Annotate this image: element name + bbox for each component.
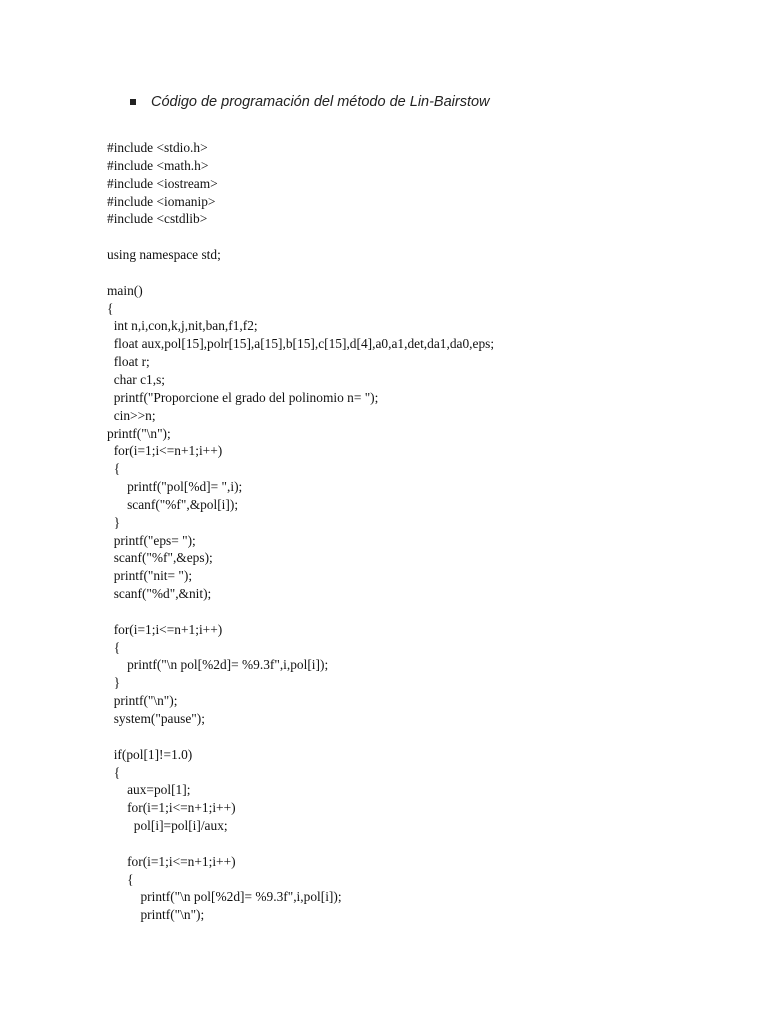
code-line: [107, 228, 667, 246]
code-line: #include <iomanip>: [107, 193, 216, 209]
code-line: scanf("%d",&nit);: [107, 586, 212, 602]
code-line: {: [107, 461, 121, 477]
code-line: #include <stdio.h>: [107, 140, 208, 155]
code-line: [107, 728, 667, 746]
code-line: aux=pol[1];: [107, 782, 191, 798]
code-line: for(i=1;i<=n+1;i++): [107, 443, 223, 459]
code-line: for(i=1;i<=n+1;i++): [107, 853, 236, 869]
code-line: if(pol[1]!=1.0): [107, 746, 193, 762]
code-line: printf("nit= ");: [107, 568, 193, 584]
code-line: int n,i,con,k,j,nit,ban,f1,f2;: [107, 318, 258, 334]
code-line: [107, 835, 667, 853]
code-line: [107, 603, 667, 621]
code-line: [107, 264, 667, 282]
code-line: scanf("%f",&pol[i]);: [107, 496, 239, 512]
code-line: printf("Proporcione el grado del polinomio n= ");: [107, 389, 379, 405]
code-line: #include <cstdlib>: [107, 211, 208, 227]
code-line: {: [107, 300, 114, 316]
code-line: }: [107, 675, 121, 691]
section-heading: [130, 90, 490, 114]
code-line: printf("\n");: [107, 693, 178, 709]
code-listing: [107, 139, 667, 924]
code-line: pol[i]=pol[i]/aux;: [107, 818, 228, 834]
square-bullet-icon: [130, 99, 136, 105]
code-line: }: [107, 514, 121, 530]
code-line: main(): [107, 282, 143, 298]
code-line: printf("\n");: [107, 907, 205, 923]
code-line: system("pause");: [107, 711, 205, 726]
code-line: scanf("%f",&eps);: [107, 550, 213, 566]
section-heading-text: Código de programación del método de Lin-Bairstow: [151, 94, 490, 110]
code-line: printf("\n pol[%2d]= %9.3f",i,pol[i]);: [107, 889, 342, 905]
code-line: #include <math.h>: [107, 157, 209, 173]
code-line: printf("\n pol[%2d]= %9.3f",i,pol[i]);: [107, 657, 329, 673]
code-line: cin>>n;: [107, 407, 156, 423]
code-line: for(i=1;i<=n+1;i++): [107, 800, 236, 816]
code-line: printf("\n");: [107, 425, 171, 441]
code-line: {: [107, 764, 121, 780]
code-line: char c1,s;: [107, 371, 166, 387]
code-line: #include <iostream>: [107, 175, 218, 191]
code-line: {: [107, 639, 121, 655]
code-line: float aux,pol[15],polr[15],a[15],b[15],c[15],d[4],a0,a1,det,da1,da0,eps;: [107, 336, 495, 352]
code-line: printf("pol[%d]= ",i);: [107, 479, 243, 495]
code-line: printf("eps= ");: [107, 532, 196, 548]
code-line: for(i=1;i<=n+1;i++): [107, 621, 223, 637]
code-line: {: [107, 871, 134, 887]
code-line: float r;: [107, 354, 150, 370]
code-line: using namespace std;: [107, 247, 221, 263]
